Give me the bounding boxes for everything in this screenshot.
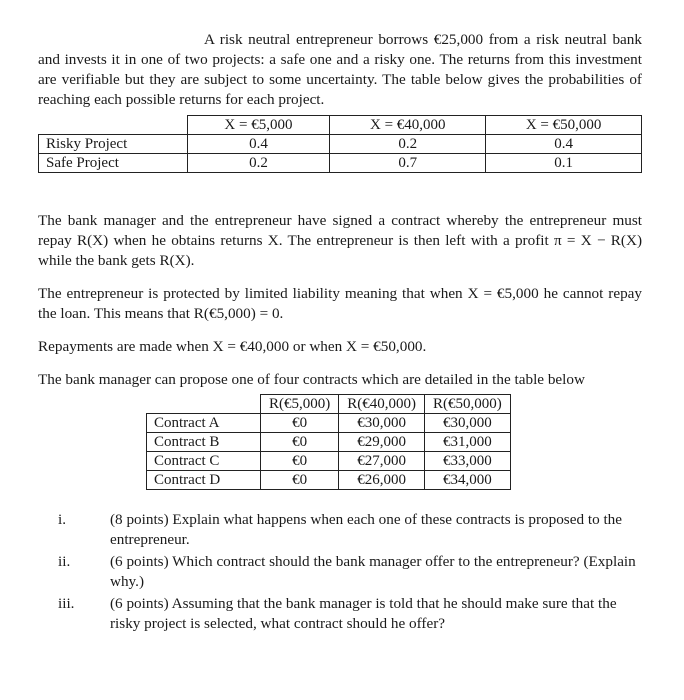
table-cell: €34,000 <box>425 471 511 490</box>
question-number: ii. <box>58 553 71 570</box>
question-item <box>38 510 642 550</box>
table-row <box>147 452 511 471</box>
table-header-row <box>39 116 642 135</box>
row-label: Contract A <box>147 414 261 433</box>
header-r-5000: R(€5,000) <box>261 395 339 414</box>
table-cell: €30,000 <box>425 414 511 433</box>
question-item <box>38 594 642 634</box>
table-cell: €0 <box>261 471 339 490</box>
repayments-paragraph: Repayments are made when X = €40,000 or when X = €50,000. <box>38 338 427 355</box>
table-cell: €26,000 <box>339 471 425 490</box>
row-label: Contract C <box>147 452 261 471</box>
header-x-5000: X = €5,000 <box>187 116 330 135</box>
table-cell: 0.2 <box>330 135 486 154</box>
empty-corner-cell <box>147 395 261 414</box>
table-cell: €0 <box>261 414 339 433</box>
table-cell: 0.2 <box>187 154 330 173</box>
question-list <box>38 510 642 634</box>
header-x-40000: X = €40,000 <box>330 116 486 135</box>
table-cell: €27,000 <box>339 452 425 471</box>
contracts-intro: The bank manager can propose one of four contracts which are detailed in the table below <box>38 371 585 388</box>
row-label: Contract D <box>147 471 261 490</box>
table-row <box>39 154 642 173</box>
contract-paragraph: The bank manager and the entrepreneur have signed a contract whereby the entrepreneur must repay R(X) when he obtains returns X. The entrepreneur is then left with a profit π = X − R(X) while the bank gets R(X). <box>38 212 642 269</box>
row-label: Contract B <box>147 433 261 452</box>
empty-corner-cell <box>39 116 188 135</box>
table-row <box>147 433 511 452</box>
projects-table <box>38 115 642 173</box>
table-row <box>39 135 642 154</box>
table-cell: €30,000 <box>339 414 425 433</box>
table-cell: €33,000 <box>425 452 511 471</box>
question-text: (6 points) Which contract should the bank manager offer to the entrepreneur? (Explain why.) <box>110 553 636 590</box>
table-header-row <box>147 395 511 414</box>
table-cell: 0.1 <box>486 154 642 173</box>
question-text: (6 points) Assuming that the bank manager is told that he should make sure that the risky project is selected, what contract should he offer? <box>110 595 617 632</box>
table-cell: 0.4 <box>187 135 330 154</box>
question-item <box>38 552 642 592</box>
table-cell: 0.7 <box>330 154 486 173</box>
table-cell: €29,000 <box>339 433 425 452</box>
header-x-50000: X = €50,000 <box>486 116 642 135</box>
header-r-40000: R(€40,000) <box>339 395 425 414</box>
question-number: i. <box>58 511 67 528</box>
table-cell: €0 <box>261 433 339 452</box>
intro-paragraph: A risk neutral entrepreneur borrows €25,000 from a risk neutral bank and invests it in one of two projects: a safe one and a risky one. The returns from this investment are verifiable but they are subject to some uncertainty. The table below gives the probabilities of reaching each possible returns for each project. <box>38 31 642 108</box>
question-number: iii. <box>58 595 75 612</box>
row-label: Risky Project <box>39 135 188 154</box>
table-row <box>147 414 511 433</box>
document-page <box>38 30 642 636</box>
question-text: (8 points) Explain what happens when each one of these contracts is proposed to the entrepreneur. <box>110 511 623 548</box>
contracts-table <box>146 394 511 490</box>
table-cell: €0 <box>261 452 339 471</box>
header-r-50000: R(€50,000) <box>425 395 511 414</box>
liability-paragraph: The entrepreneur is protected by limited liability meaning that when X = €5,000 he cannot repay the loan. This means that R(€5,000) = 0. <box>38 285 642 322</box>
table-cell: 0.4 <box>486 135 642 154</box>
table-cell: €31,000 <box>425 433 511 452</box>
row-label: Safe Project <box>39 154 188 173</box>
table-row <box>147 471 511 490</box>
